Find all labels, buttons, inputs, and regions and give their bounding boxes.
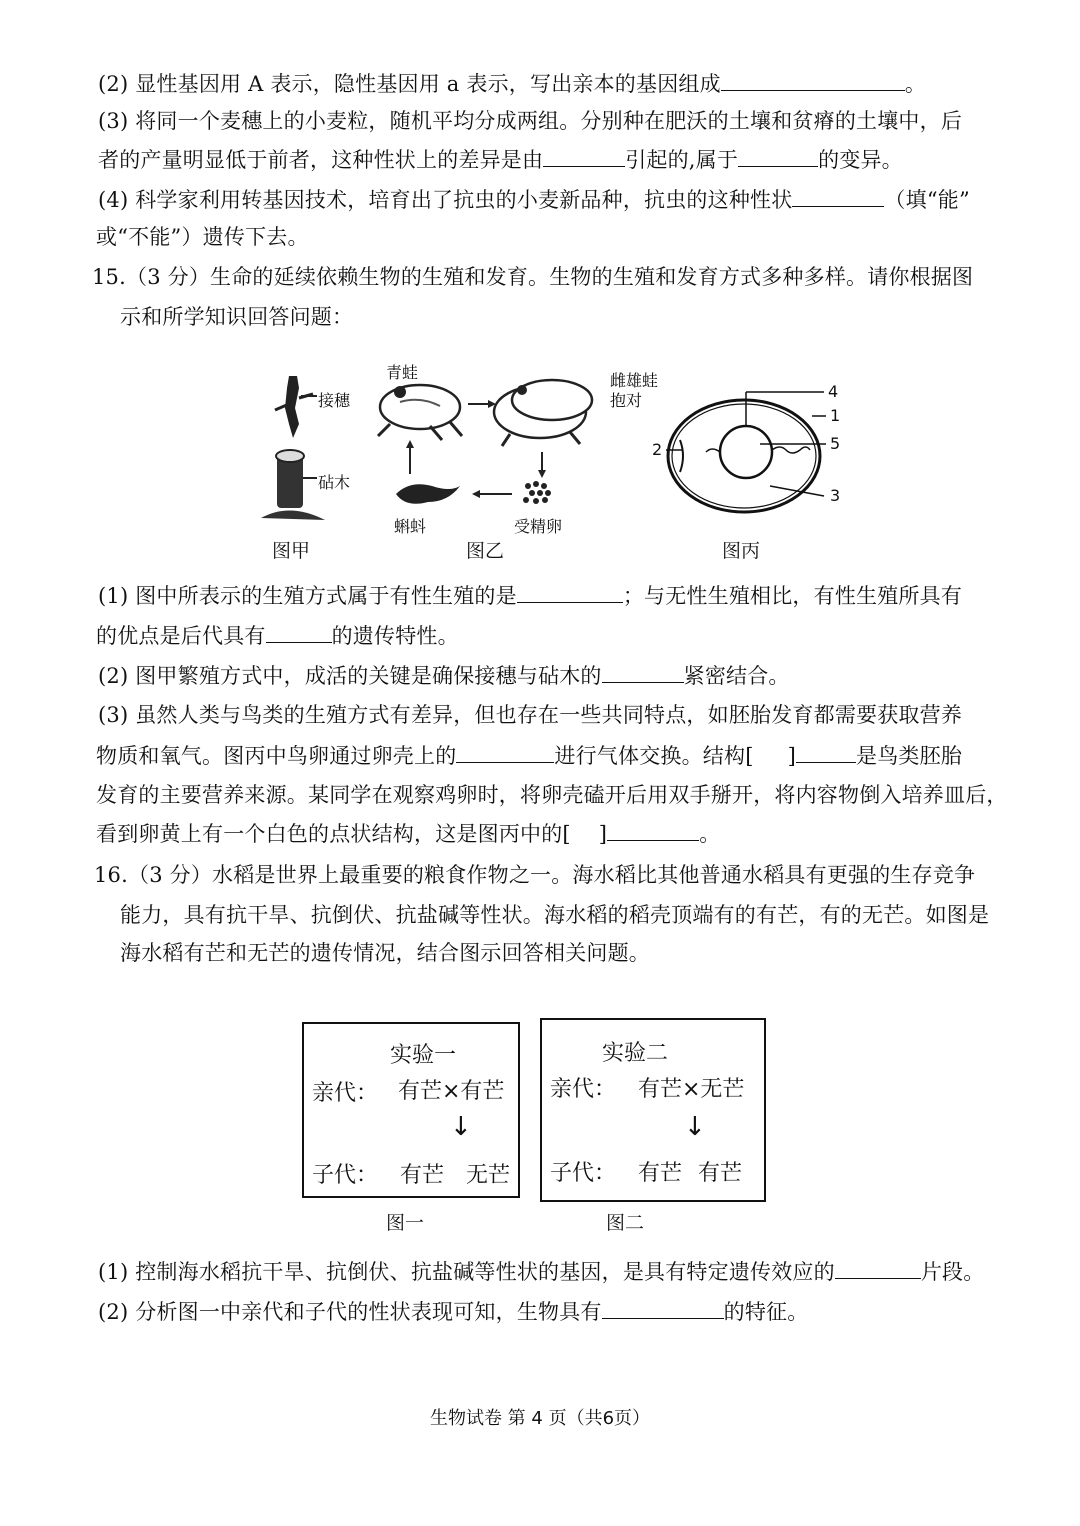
exp1-arrow-down: ↓ xyxy=(450,1112,472,1142)
answer-blank[interactable] xyxy=(721,68,905,91)
q14-part4-line1: (4) 科学家利用转基因技术，培育出了抗虫的小麦新品种，抗虫的这种性状 （填“能” xyxy=(98,184,970,215)
q15-part1-line2: 的优点是后代具有 的遗传特性。 xyxy=(96,620,459,651)
exp2-parent-label: 亲代： xyxy=(550,1077,617,1102)
frog-drawing xyxy=(378,385,462,440)
egg-label-5: 5 xyxy=(830,434,841,453)
q15-stem-line1: 15.（3 分）生命的延续依赖生物的生殖和发育。生物的生殖和发育方式多种多样。请你根据图 xyxy=(92,265,974,289)
caption-fig-one: 图一 xyxy=(386,1212,425,1234)
q15-part1-line1: (1) 图中所表示的生殖方式属于有性生殖的是 ；与无性生殖相比，有性生殖所具有 xyxy=(98,580,962,611)
label-stock: 砧木 xyxy=(318,473,351,492)
label-amplexus: 抱对 xyxy=(610,391,643,410)
q16-part1: (1) 控制海水稻抗干旱、抗倒伏、抗盐碱等性状的基因，是具有特定遗传效应的 片段。 xyxy=(98,1256,984,1287)
q14-part3-line2: 者的产量明显低于前者，这种性状上的差异是由 引起的,属于 的变异。 xyxy=(98,144,903,175)
scion-shape xyxy=(285,376,299,438)
label-frog: 青蛙 xyxy=(386,363,419,382)
exp1-parent-cross: 有芒×有芒 xyxy=(398,1079,505,1104)
egg-label-1: 1 xyxy=(830,406,841,425)
exp2-arrow-down: ↓ xyxy=(684,1112,706,1142)
label-fertilized-egg: 受精卵 xyxy=(514,517,563,536)
label-tadpole: 蝌蚪 xyxy=(394,517,427,536)
q15-part3-line3: 发育的主要营养来源。某同学在观察鸡卵时，将卵壳磕开后用双手掰开，将内容物倒入培养皿后， xyxy=(96,783,1008,807)
caption-fig-jia: 图甲 xyxy=(272,540,311,562)
stock-cut-surface xyxy=(276,450,304,462)
answer-blank[interactable] xyxy=(738,144,818,167)
answer-blank[interactable] xyxy=(796,740,856,763)
egg-label-2: 2 xyxy=(652,440,663,459)
answer-blank[interactable] xyxy=(607,818,699,841)
exp1-title: 实验一 xyxy=(390,1043,457,1068)
q16-stem-line3: 海水稻有芒和无芒的遗传情况，结合图示回答相关问题。 xyxy=(120,941,650,965)
fertilized-eggs-drawing xyxy=(523,481,551,504)
answer-blank[interactable] xyxy=(543,144,625,167)
q16-stem-line2: 能力，具有抗干旱、抗倒伏、抗盐碱等性状。海水稻的稻壳顶端有的有芒，有的无芒。如图是 xyxy=(120,903,990,927)
experiment-two-box xyxy=(540,1018,766,1202)
exp2-child-b: 有芒 xyxy=(698,1161,743,1186)
q15-part3-line4: 看到卵黄上有一个白色的点状结构，这是图丙中的[ ] 。 xyxy=(96,818,720,849)
caption-fig-two: 图二 xyxy=(606,1212,645,1234)
label-mating-frogs: 雌雄蛙 xyxy=(610,371,659,390)
exp1-parent-label: 亲代： xyxy=(312,1081,379,1106)
q16-stem-line1: 16.（3 分）水稻是世界上最重要的粮食作物之一。海水稻比其他普通水稻具有更强的生存竞争 xyxy=(94,863,976,887)
egg-label-4: 4 xyxy=(828,382,839,401)
answer-blank[interactable] xyxy=(792,184,884,207)
bird-egg-diagram xyxy=(640,378,840,528)
answer-blank[interactable] xyxy=(456,740,554,763)
exp2-child-a: 有芒 xyxy=(638,1161,683,1186)
stock-roots xyxy=(261,510,325,520)
mating-frogs-drawing xyxy=(494,380,592,446)
q15-part2: (2) 图甲繁殖方式中，成活的关键是确保接穗与砧木的 紧密结合。 xyxy=(98,660,790,691)
yolk xyxy=(720,426,772,478)
q14-part2: (2) 显性基因用 A 表示，隐性基因用 a 表示，写出亲本的基因组成 。 xyxy=(98,68,926,99)
tadpole-drawing xyxy=(396,484,460,504)
page-footer: 生物试卷 第 4 页（共6页） xyxy=(429,1408,651,1429)
answer-blank[interactable] xyxy=(835,1256,921,1279)
exp2-child-label: 子代： xyxy=(550,1161,617,1186)
answer-blank[interactable] xyxy=(602,660,684,683)
q14-part3-line1: (3) 将同一个麦穗上的小麦粒，随机平均分成两组。分别种在肥沃的土壤和贫瘠的土壤中，后 xyxy=(98,109,963,133)
q16-part2: (2) 分析图一中亲代和子代的性状表现可知，生物具有 的特征。 xyxy=(98,1296,808,1327)
q15-stem-line2: 示和所学知识回答问题： xyxy=(120,305,354,329)
answer-blank[interactable] xyxy=(602,1296,724,1319)
q15-part3-line2: 物质和氧气。图丙中鸟卵通过卵壳上的 进行气体交换。结构[ ] 是鸟类胚胎 xyxy=(96,740,962,771)
exp2-parent-cross: 有芒×无芒 xyxy=(638,1077,745,1102)
caption-fig-bing: 图丙 xyxy=(722,540,761,562)
exp1-child-b: 无芒 xyxy=(466,1163,511,1188)
exp2-title: 实验二 xyxy=(602,1041,669,1066)
answer-blank[interactable] xyxy=(517,580,623,603)
frog-lifecycle-illustration xyxy=(370,362,620,537)
label-scion: 接穗 xyxy=(318,391,351,410)
exp1-child-a: 有芒 xyxy=(400,1163,445,1188)
q15-part3-line1: (3) 虽然人类与鸟类的生殖方式有差异，但也存在一些共同特点，如胚胎发育都需要获取营养 xyxy=(98,703,963,727)
answer-blank[interactable] xyxy=(266,620,332,643)
q14-part4-line2: 或“不能”）遗传下去。 xyxy=(96,225,309,249)
caption-fig-yi: 图乙 xyxy=(466,540,505,562)
exp1-child-label: 子代： xyxy=(312,1163,379,1188)
egg-label-3: 3 xyxy=(830,486,841,505)
experiment-one-box xyxy=(302,1022,520,1198)
